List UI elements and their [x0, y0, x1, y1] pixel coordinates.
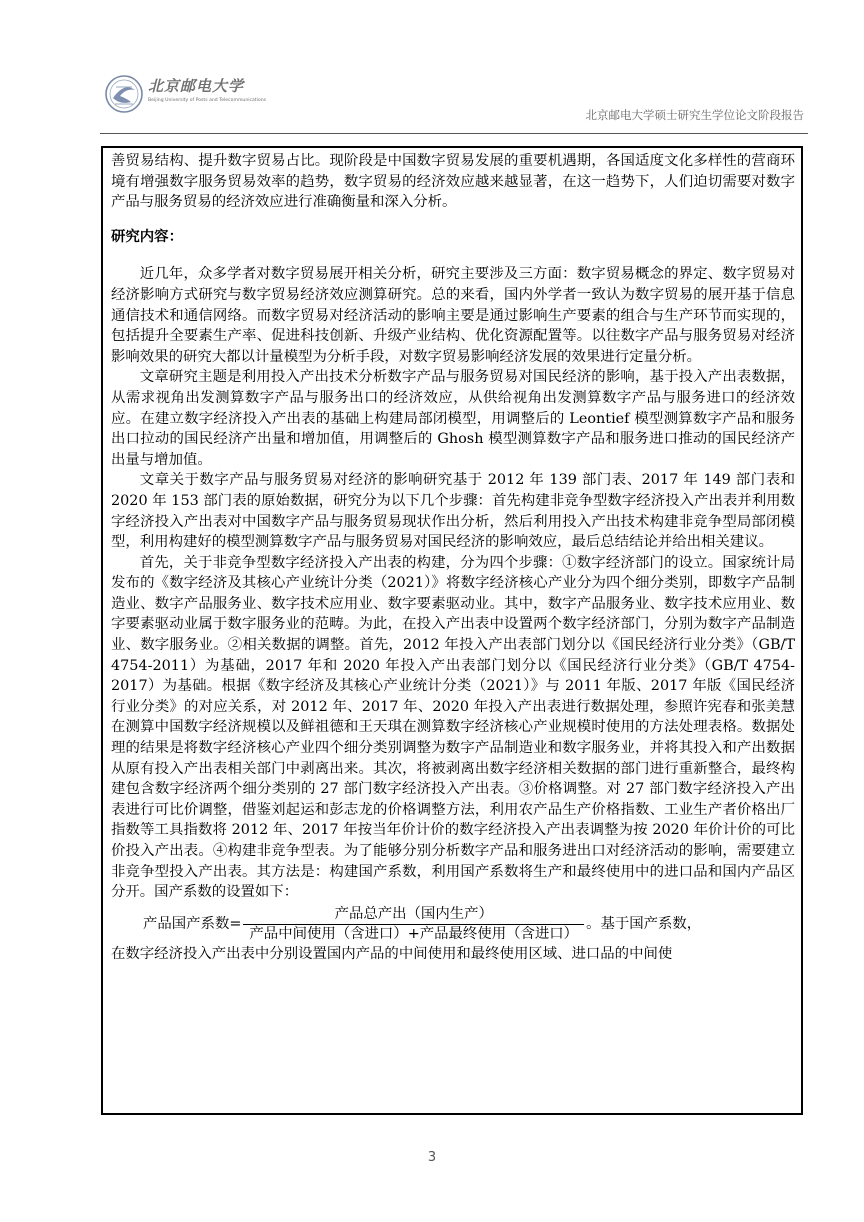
report-title: 北京邮电大学硕士研究生学位论文阶段报告	[585, 108, 804, 122]
formula-trailing-text: 。基于国产系数，	[586, 915, 702, 932]
paragraph-3: 文章关于数字产品与服务贸易对经济的影响研究基于 2012 年 139 部门表、2017 年 149 部门表和 2020 年 153 部门表的原始数据，研究分为以下几个步骤：首先构建非竞争型数字经济投入产出表并利用数字经济投入产出表对中国数字产品与服务贸易现状作出分析，然后利用投入产出技术构建非竞争型局部闭模型，利用构建好的模型测算数字产品与服务贸易对国民经济的影响效应，最后总结结论并给出相关建议。	[111, 472, 795, 551]
content-body	[103, 148, 801, 964]
formula-lhs: 产品国产系数=	[143, 915, 242, 932]
formula-fraction	[243, 905, 584, 944]
logo-english-name: Beijing University of Posts and Telecommunications	[148, 98, 267, 103]
formula-numerator: 产品总产出（国内生产）	[334, 905, 493, 922]
intro-paragraph: 善贸易结构、提升数字贸易占比。现阶段是中国数字贸易发展的重要机遇期，各国适度文化多样性的营商环境有增强数字服务贸易效率的趋势，数字贸易的经济效应越来越显著，在这一趋势下，人们迫切需要对数字产品与服务贸易的经济效应进行准确衡量和深入分析。	[111, 153, 795, 211]
university-emblem-icon	[104, 74, 144, 114]
paragraph-2: 文章研究主题是利用投入产出技术分析数字产品与服务贸易对国民经济的影响，基于投入产出表数据，从需求视角出发测算数字产品与服务出口的经济效应，从供给视角出发测算数字产品与服务进口的经济效应。在建立数字经济投入产出表的基础上构建局部闭模型，用调整后的 Leontief 模型测算数字产品和服务出口拉动的国民经济产出量和增加值，用调整后的 Ghosh 模型测算数字产品和服务进口推动的国民经济产出量与增加值。	[111, 369, 795, 468]
section-heading: 研究内容：	[111, 227, 183, 245]
header-divider	[100, 133, 808, 134]
paragraph-1: 近几年，众多学者对数字贸易展开相关分析，研究主要涉及三方面：数字贸易概念的界定、数字贸易对经济影响方式研究与数字贸易经济效应测算研究。总的来看，国内外学者一致认为数字贸易的展开基于信息通信技术和通信网络。而数字贸易对经济活动的影响主要是通过影响生产要素的组合与生产环节而实现的，包括提升全要素生产率、促进科技创新、升级产业结构、优化资源配置等。以往数字产品与服务贸易对经济影响效果的研究大都以计量模型为分析手段，对数字贸易影响经济发展的效果进行定量分析。	[111, 266, 795, 365]
paragraph-4: 首先，关于非竞争型数字经济投入产出表的构建，分为四个步骤：①数字经济部门的设立。国家统计局发布的《数字经济及其核心产业统计分类（2021）》将数字经济核心产业分为四个细分类别，即数字产品制造业、数字产品服务业、数字技术应用业、数字要素驱动业。其中，数字产品服务业、数字技术应用业、数字要素驱动业属于数字服务业的范畴。为此，在投入产出表中设置两个数字经济部门，分别为数字产品制造业、数字服务业。②相关数据的调整。首先，2012 年投入产出表部门划分以《国民经济行业分类》（GB/T 4754-2011）为基础，2017 年和 2020 年投入产出表部门划分以《国民经济行业分类》（GB/T 4754-2017）为基础。根据《数字经济及其核心产业统计分类（2021）》与 2011 年版、2017 年版《国民经济行业分类》的对应关系，对 2012 年、2017 年、2020 年投入产出表进行数据处理，参照许宪春和张美慧在测算中国数字经济规模以及鲜祖德和王天琪在测算数字经济核心产业规模时使用的方法处理表格。数据处理的结果是将数字经济核心产业四个细分类别调整为数字产品制造业和数字服务业，并将其投入和产出数据从原有投入产出表相关部门中剥离出来。其次，将被剥离出数字经济相关数据的部门进行重新整合，最终构建包含数字经济两个细分类别的 27 部门数字经济投入产出表。③价格调整。对 27 部门数字经济投入产出表进行可比价调整，借鉴刘起运和彭志龙的价格调整方法，利用农产品生产价格指数、工业生产者价格出厂指数等工具指数将 2012 年、2017 年按当年价计价的数字经济投入产出表调整为按 2020 年价计价的可比价投入产出表。④构建非竞争型表。为了能够分别分析数字产品和服务进出口对经济活动的影响，需要建立非竞争型投入产出表。其方法是：构建国产系数，利用国产系数将生产和最终使用中的进口品和国内产品区分开。国产系数的设置如下：	[111, 554, 795, 901]
logo-chinese-name: 北京邮电大学	[148, 77, 245, 95]
content-frame	[101, 146, 803, 1115]
formula-denominator: 产品中间使用（含进口）+产品最终使用（含进口）	[249, 925, 579, 942]
page-number: 3	[427, 1150, 437, 1165]
last-paragraph: 在数字经济投入产出表中分别设置国内产品的中间使用和最终使用区域、进口品的中间使	[111, 945, 673, 962]
domestic-coefficient-formula	[143, 905, 795, 944]
university-logo	[104, 72, 267, 116]
